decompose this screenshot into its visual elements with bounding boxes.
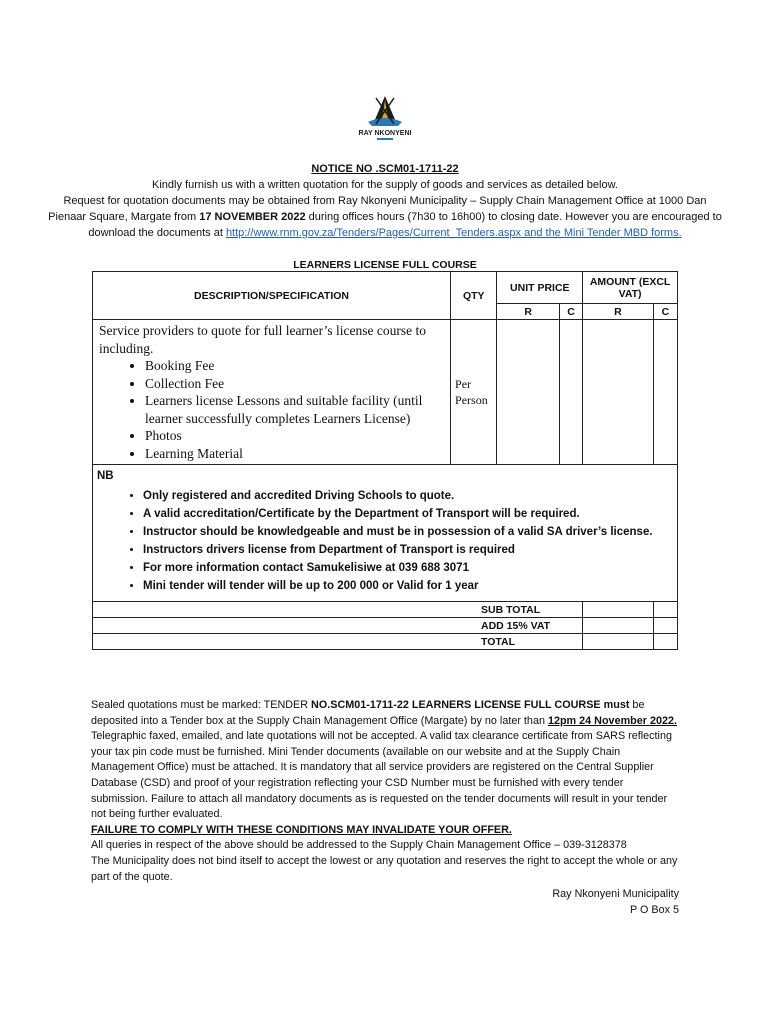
terms-text-must: must <box>600 699 630 711</box>
description-intro: Service providers to quote for full learner’s license course to including. <box>99 323 427 356</box>
terms-text: Sealed quotations must be marked: TENDER <box>91 699 312 711</box>
queries-text: All queries in respect of the above should be addressed to the Supply Chain Management Office – 039-3128378 <box>91 839 627 852</box>
nb-cell <box>93 465 678 602</box>
vat-label: ADD 15% VAT <box>93 618 583 634</box>
warning-text: FAILURE TO COMPLY WITH THESE CONDITIONS MAY INVALIDATE YOUR OFFER. <box>91 823 512 836</box>
list-item: • Photos <box>145 427 444 445</box>
amount-r-cell <box>583 320 654 465</box>
intro-line-2-end: during offices hours (7h30 to 16h00) to closing date. However you are encouraged to download the documents at <box>88 211 722 239</box>
intro-date: 17 NOVEMBER 2022 <box>199 211 306 223</box>
nb-items <box>97 487 673 595</box>
list-item: • Instructors drivers license from Department of Transport is required <box>143 541 673 559</box>
municipality-logo <box>352 92 418 144</box>
disclaimer-text: The Municipality does not bind itself to accept the lowest or any quotation and reserves the right to accept the whole or any part of the quote. <box>91 854 678 883</box>
intro-text <box>0 177 770 241</box>
unit-price-r-cell <box>497 320 560 465</box>
notice-number: NOTICE NO .SCM01-1711-22 <box>311 163 459 175</box>
sub-total-label: SUB TOTAL <box>93 602 583 618</box>
amount-r: R <box>583 304 654 320</box>
logo-text: RAY NKONYENI <box>358 130 412 137</box>
sub-total-c <box>653 602 677 618</box>
signature-block <box>552 886 679 918</box>
vat-r <box>583 618 654 634</box>
list-item: • Instructor should be knowledgeable and must be in possession of a valid SA driver’s license. <box>143 523 673 541</box>
amount-c-cell <box>653 320 677 465</box>
qty-cell: Per Person <box>451 320 497 465</box>
list-item: • Collection Fee <box>145 375 444 393</box>
col-amount-header: AMOUNT (EXCL VAT) <box>583 272 678 304</box>
quotation-table <box>92 271 678 650</box>
closing-deadline: 12pm 24 November 2022. <box>547 714 677 727</box>
signature-box: P O Box 5 <box>629 904 679 916</box>
description-items <box>99 357 444 462</box>
intro-line-2: Request for quotation documents may be obtained from Ray Nkonyeni Municipality – Supply Chain Management Office at 1000 Dan Pienaar Square, Margate from <box>48 195 707 223</box>
description-cell <box>93 320 451 465</box>
nb-label: NB <box>97 470 114 482</box>
terms-text-deposit: be deposited into a Tender box at the Supply Chain Management Office (Margate) by no later than <box>91 699 645 727</box>
list-item: • For more information contact Samukelisiwe at 039 688 3071 <box>143 559 673 577</box>
list-item: • Learners license Lessons and suitable facility (until learner successfully completes Learners License) <box>145 392 444 427</box>
col-description-header: DESCRIPTION/SPECIFICATION <box>93 272 451 320</box>
terms-body <box>91 698 683 885</box>
sub-total-r <box>583 602 654 618</box>
tender-reference: NO.SCM01-1711-22 LEARNERS LICENSE FULL COURSE <box>311 699 601 711</box>
list-item: • Learning Material <box>145 445 444 463</box>
table-title: LEARNERS LICENSE FULL COURSE <box>293 259 477 271</box>
total-c <box>653 634 677 650</box>
total-r <box>583 634 654 650</box>
unit-price-c: C <box>559 304 582 320</box>
list-item: • Booking Fee <box>145 357 444 375</box>
unit-price-c-cell <box>559 320 582 465</box>
col-unit-price-header: UNIT PRICE <box>497 272 583 304</box>
list-item: • A valid accreditation/Certificate by the Department of Transport will be required. <box>143 505 673 523</box>
list-item: • Mini tender will tender will be up to 200 000 or Valid for 1 year <box>143 577 673 595</box>
amount-c: C <box>653 304 677 320</box>
signature-name: Ray Nkonyeni Municipality <box>552 888 679 900</box>
col-qty-header: QTY <box>451 272 497 320</box>
tenders-link[interactable]: http://www.rnm.gov.za/Tenders/Pages/Current_Tenders.aspx and the Mini Tender MBD forms. <box>225 227 682 239</box>
intro-line-1: Kindly furnish us with a written quotation for the supply of goods and services as detailed below. <box>152 179 618 191</box>
total-label: TOTAL <box>93 634 583 650</box>
terms-text-conditions: Telegraphic faxed, emailed, and late quotations will not be accepted. A valid tax clearance certificate from SARS reflecting your tax pin code must be furnished. Mini Tender documents (available on our website and at the Supply Chain Management Office) must be attached. It is mandatory that all service providers are registered on the Central Supplier Database (CSD) and proof of your registration reflecting your CSD Number must be furnished with every tender submission. Failure to attach all mandatory documents as is requested on the tender documents will result in your tender not being further evaluated. <box>91 730 672 821</box>
vat-c <box>653 618 677 634</box>
terms-paragraph <box>91 698 683 823</box>
list-item: • Only registered and accredited Driving Schools to quote. <box>143 487 673 505</box>
unit-price-r: R <box>497 304 560 320</box>
